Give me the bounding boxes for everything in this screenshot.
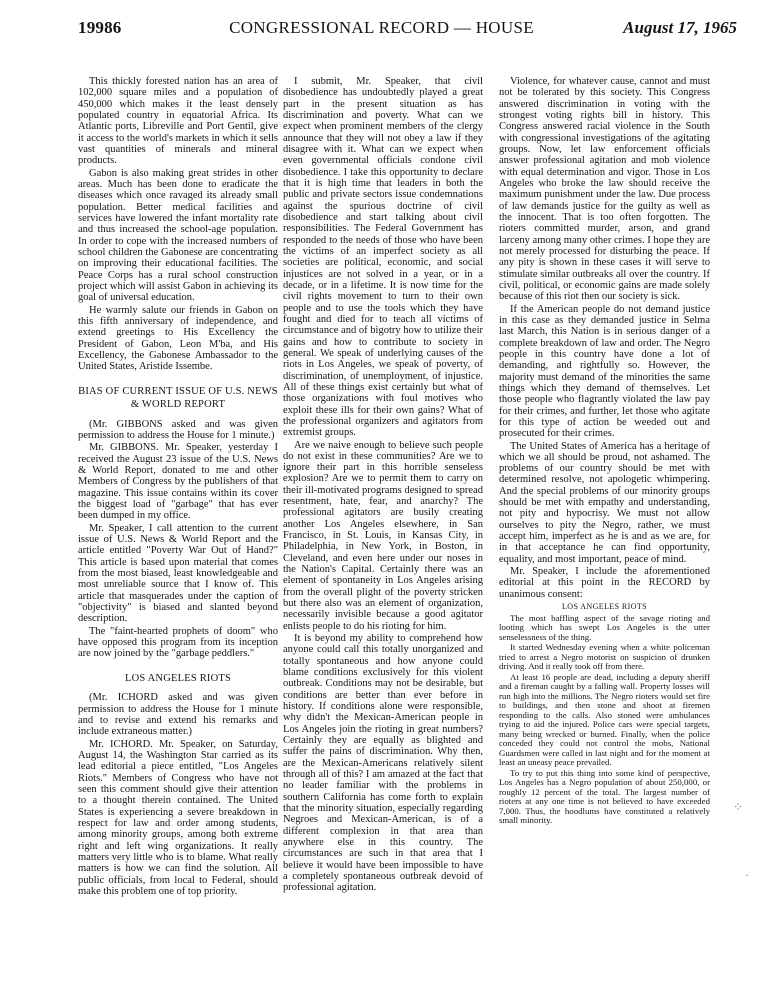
paragraph: The United States of America has a heritage of which we all should be proud, not ashamed. The problems of our country should be met with determined resolve, not apologetic whimpering. And the special problems of our minority groups should be met with empathy and understanding, not pity and hypocrisy. We must not allow ourselves to pity the Negro, rather, we must accept him, imperfect as he is and as we are, for in that acceptance he can find opportunity, equality, and most important, peace of mind. [499,440,710,565]
column-1 [78,76,278,897]
paragraph: Mr. GIBBONS. Mr. Speaker, yesterday I received the August 23 issue of the U.S. News & World Report, donated to me and other Members of Congress by the publishers of that magazine. This issue contains within its cover the biggest load of "garbage" that has ever been dumped in my office. [78,442,278,522]
paragraph: He warmly salute our friends in Gabon on this fifth anniversary of independence, and extend greetings to His Excellency the President of Gabon, Leon M'ba, and His Excellency, the Gabonese Ambassador to the United States, Aristide Issembe. [78,304,278,373]
page-number: 19986 [78,18,122,37]
column-2 [283,76,483,894]
paragraph: (Mr. ICHORD asked and was given permission to address the House for 1 minute and to revise and extend his remarks and include extraneous matter.) [78,692,278,738]
section-heading: LOS ANGELES RIOTS [124,672,232,684]
paragraph: It is beyond my ability to comprehend how anyone could call this totally unorganized and totally spontaneous and how anyone could blame conditions exclusively for this violent outbreak. Conditions may not be desirable, but conditions are better than ever before in history. If conditions alone were responsible, why didn't the Mexican-American people in Los Angeles join the rioting in great numbers? Certainly they are equally as blighted and suffer the pains of discrimination. Why then, are the Mexican-Americans relatively silent through all of this? I am amazed at the fact that no leader familiar with the problems in southern California has come forth to explain that the minority situation, especially regarding Negroes and Mexican-American, is of a different complexion in that area than anywhere else in this country. The circumstances are such in that area that I believe it would have been impossible to have a completely spontaneous outbreak devoid of professional agitation. [283,633,483,894]
editorial-paragraph: It started Wednesday evening when a white policeman tried to arrest a Negro motorist on suspicion of drunken driving. And it really took off from there. [499,642,710,672]
editorial-title: LOS ANGELES RIOTS [561,602,648,612]
editorial-paragraph: To try to put this thing into some kind of perspective, Los Angeles has a Negro population of about 250,000, or roughly 12 percent of the total. The largest number of rioters at any one time is not believed to have exceeded 7,000. Thus, the hoodlums have constituted a relatively small minority. [499,767,710,826]
paragraph: Violence, for whatever cause, cannot and must not be tolerated by this society. This Congress answered discrimination in voting with the strongest voting rights bill in history. This Congress answered racial violence in the South with congressional investigations of the agitating groups. Now, let law enforcement officials answer professional agitation and mob violence with equal determination and vigor. Those in Los Angeles who broke the law should receive the maximum punishment under the law. Due process of law demands justice for the guilty as well as the innocent. That is too often forgotten. The rioters committed murder, arson, and grand larceny among many other crimes. I hope they are not merely processed for disturbing the peace. If any pity is shown in these cases it will serve to stimulate similar outbreaks all over the country. If civil, political, or economic gains are made solely because of this riot then our society is sick. [499,76,710,303]
paragraph: (Mr. GIBBONS asked and was given permission to address the House for 1 minute.) [78,418,278,442]
paragraph: Mr. Speaker, I call attention to the current issue of U.S. News & World Report and the article entitled "Poverty War Out of Hand?" This article is based upon material that comes from the most biased, least knowledgeable and most unreliable source that I know of. This article that masquerades under the caption of "objectivity" is biased and slanted beyond description. [78,522,278,625]
scan-speck: ⁘ [733,800,744,814]
paragraph: Are we naive enough to believe such people do not exist in these communities? Are we to ignore their part in this horrible senseless explosion? Are we to permit them to carry on their ill-motivated programs designed to spread resentment, hate, fear, and anarchy? The professional agitators are busily creating another Los Angeles elsewhere, in San Francisco, in St. Louis, in Kansas City, in Philadelphia, in New York, in Boston, in Cleveland, and even here under our noses in the Nation's Capital. Certainly there was an element of spontaneity in Los Angeles arising from the overall plight of the poverty stricken but there also was an element of organization, necessarily invisible because a good agitator enlists people to do his rioting for him. [283,439,483,632]
publication-title: CONGRESSIONAL RECORD — HOUSE [229,18,534,37]
paragraph: Gabon is also making great strides in other areas. Much has been done to eradicate the diseases which once ravaged its already small population. Better medical facilities and services have lowered the infant mortality rate and thus increased the school-age population. In order to cope with the increased numbers of school children the Gabonese are concentrating on improving their educational facilities. The Peace Corps has a rural school construction project which will assist Gabon in achieving its goal of universal education. [78,167,278,304]
paragraph: Mr. ICHORD. Mr. Speaker, on Saturday, August 14, the Washington Star carried as its lead editorial a piece entitled, "Los Angeles Riots." Members of Congress who have not seen this comment should give their attention to a thought therein contained. The United States is experiencing a severe breakdown in respect for law and order among students, among minority groups, among both extreme right and left wing organizations. It really matters very little who is to blame. What really matters is how we can find the solution. All public officials, from local to Federal, should make this problem one of top priority. [78,738,278,897]
scan-speck: · [745,868,749,882]
section-heading: BIAS OF CURRENT ISSUE OF U.S. NEWS & WORLD REPORT [78,385,278,411]
editorial-paragraph: The most baffling aspect of the savage rioting and looting which has swept Los Angeles is the utter senselessness of the thing. [499,612,710,642]
paragraph: I submit, Mr. Speaker, that civil disobedience has undoubtedly played a great part in the present situation as has discrimination and poverty. What can we expect when prominent members of the clergy announce that they will not obey a law if they disagree with it. What can we expect when even governmental officials condone civil disobedience. I take this opportunity to declare that it is high time that leaders in both the public and private sectors issue condemnations against the spurious doctrine of civil disobedience and start talking about civil responsibilities. The Federal Government has responded to the needs of those who have been the victims of an imperfect society as all societies are political, economic, and social injustices are not solved in a year, or in a decade, or in a lifetime. It is now time for the civil rights movement to turn to their own people and to use the tools which they have fought and died for to teach all victims of circumstance and of bigotry how to utilize their gains and how to contribute to society in general. We speak of underlying causes of the riots in Los Angeles, we speak of poverty, of discrimination, of unemployment, of injustice. All of these things exist certainly but what of those organizations with foul motives who exploit these ills for their own gains? What of the professional organizers and agitators from extremist groups. [283,76,483,439]
paragraph: Mr. Speaker, I include the aforementioned editorial at this point in the RECORD by unanimous consent: [499,566,710,600]
paragraph: If the American people do not demand justice in this case as they demanded justice in Selma last March, this Nation is in serious danger of a complete breakdown of law and order. The Negro people in this country have done a lot of demanding, and rightfully so. However, the majority must demand of the minorities the same things which they demand of themselves. Let those people who flagrantly violated the law pay for their crimes, and further, let those who agitate for this type of action be weeded out and prosecuted for their crimes. [499,303,710,440]
publication-date: August 17, 1965 [623,18,737,37]
paragraph: This thickly forested nation has an area of 102,000 square miles and a population of 450,000 which makes it the least densely populated country in equatorial Africa. Its Atlantic ports, Libreville and Port Gentil, give it access to the world's markets in which it sells vast quantities of minerals and mineral products. [78,76,278,167]
column-3 [499,76,710,826]
editorial-paragraph: At least 16 people are dead, including a deputy sheriff and a fireman caught by a falling wall. Property losses will run high into the millions. The Negro rioters would set fire to buildings, and then stone and shoot at firemen responding to the calls. Also stoned were ambulances trying to aid the injured. Police cars were special targets, many being wrecked or burned. Finally, when the police conceded they could not control the mobs, National Guardsmen were called in last night and for the moment at least an uneasy peace prevailed. [499,671,710,768]
paragraph: The "faint-hearted prophets of doom" who have opposed this program from its inception are now joined by the "garbage peddlers." [78,625,278,660]
